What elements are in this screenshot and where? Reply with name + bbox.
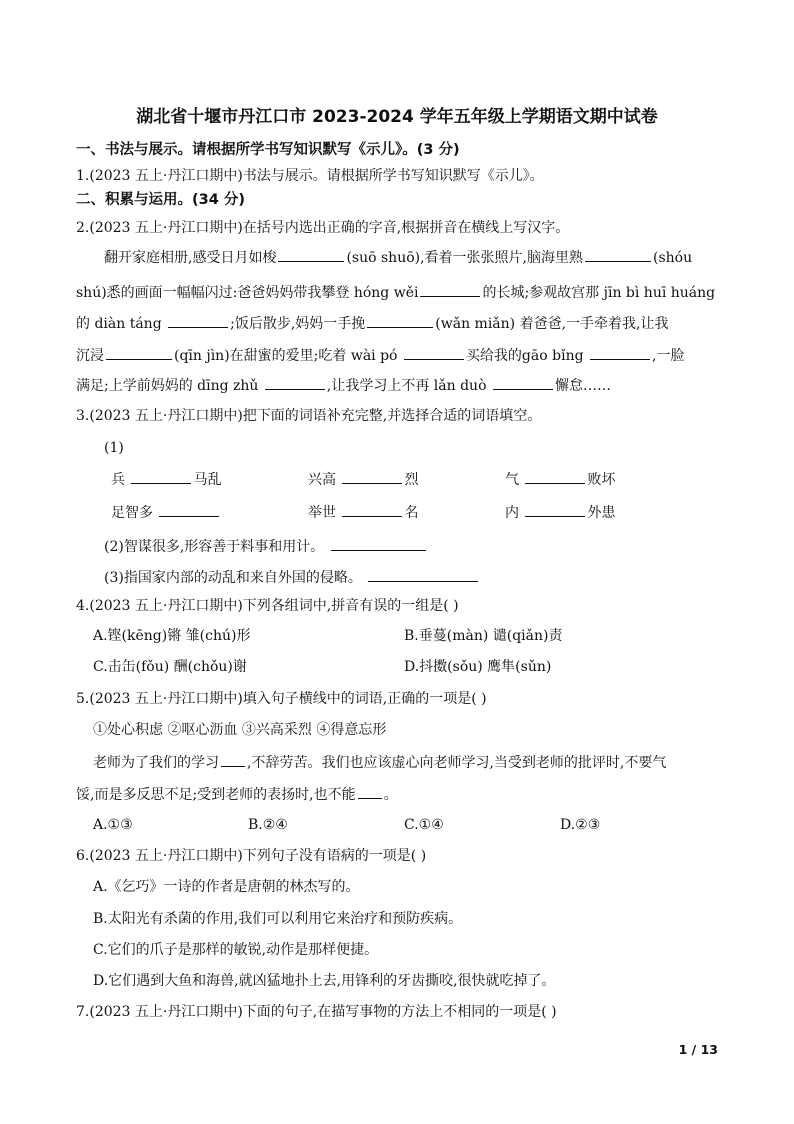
q5-option-a[interactable]: A.①③ xyxy=(93,817,133,833)
question-2-stem: 2.(2023 五上·丹江口期中)在括号内选出正确的字音,根据拼音在横线上写汉字。 xyxy=(76,220,570,236)
q6-option-c[interactable]: C.它们的爪子是那样的敏锐,动作是那样便捷。 xyxy=(93,942,379,958)
answer-blank[interactable] xyxy=(331,536,426,551)
answer-blank[interactable] xyxy=(525,469,585,484)
answer-blank[interactable] xyxy=(368,567,478,582)
q4-option-a[interactable]: A.铿(kēng)锵 雏(chú)形 xyxy=(93,628,251,644)
answer-blank[interactable] xyxy=(265,375,325,390)
exam-title: 湖北省十堰市丹江口市 2023-2024 学年五年级上学期语文期中试卷 xyxy=(136,107,658,127)
word-fill-3: 气 败坏 xyxy=(505,469,615,490)
answer-blank[interactable] xyxy=(221,752,245,767)
q6-option-b[interactable]: B.太阳光有杀菌的作用,我们可以利用它来治疗和预防疾病。 xyxy=(93,911,463,927)
q5-option-b[interactable]: B.②④ xyxy=(248,817,288,833)
q5-sentence-1: 老师为了我们的学习 ,不辞劳苦。我们也应该虚心向老师学习,当受到老师的批评时,不要气 xyxy=(93,752,718,773)
word-fill-4: 足智多 xyxy=(111,502,221,523)
answer-blank[interactable] xyxy=(493,375,553,390)
word-fill-6: 内 外患 xyxy=(505,502,615,523)
q2-text: (shóu xyxy=(653,250,693,266)
question-2-line-5 xyxy=(76,375,718,396)
q2-text: ,一脸 xyxy=(652,348,685,364)
answer-blank[interactable] xyxy=(159,502,219,517)
q4-option-b[interactable]: B.垂蔓(màn) 谴(qiǎn)责 xyxy=(404,628,563,644)
answer-blank[interactable] xyxy=(342,502,402,517)
question-2-line-4 xyxy=(76,345,718,366)
question-1: 1.(2023 五上·丹江口期中)书法与展示。请根据所学书写知识默写《示儿》。 xyxy=(76,168,544,184)
q2-text: 买给我的gāo bǐng xyxy=(465,348,584,364)
q2-text: 的 diàn táng xyxy=(76,316,162,332)
q6-option-d[interactable]: D.它们遇到大鱼和海兽,就凶猛地扑上去,用锋利的牙齿撕咬,很快就吃掉了。 xyxy=(93,973,556,989)
q5-sentence-2: 馁,而是多反思不足;受到老师的表扬时,也不能 。 xyxy=(76,784,718,805)
question-2-line-3 xyxy=(76,313,718,334)
q5-option-c[interactable]: C.①④ xyxy=(404,817,444,833)
word-fill-1: 兵 马乱 xyxy=(111,469,221,490)
q2-text: (wǎn miǎn) 着爸爸,一手牵着我,让我 xyxy=(435,316,669,332)
page-number: 1 / 13 xyxy=(678,1042,718,1057)
q4-option-d[interactable]: D.抖擞(sǒu) 鹰隼(sǔn) xyxy=(404,659,552,675)
section-heading-1: 一、书法与展示。请根据所学书写知识默写《示儿》。(3 分) xyxy=(76,142,460,158)
answer-blank[interactable] xyxy=(367,313,433,328)
question-3-part-3: (3)指国家内部的动乱和来自外国的侵略。 xyxy=(104,567,718,588)
q6-option-a[interactable]: A.《乞巧》一诗的作者是唐朝的林杰写的。 xyxy=(93,879,360,895)
question-2-line-1 xyxy=(104,247,722,268)
answer-blank[interactable] xyxy=(131,469,191,484)
answer-blank[interactable] xyxy=(358,784,382,799)
question-3-stem: 3.(2023 五上·丹江口期中)把下面的词语补充完整,并选择合适的词语填空。 xyxy=(76,408,542,424)
q2-text: shú)悉的画面一幅幅闪过:爸爸妈妈带我攀登 hóng wěi xyxy=(76,285,419,301)
section-heading-2: 二、积累与运用。(34 分) xyxy=(76,192,245,208)
answer-blank[interactable] xyxy=(168,313,228,328)
answer-blank[interactable] xyxy=(106,345,172,360)
answer-blank[interactable] xyxy=(278,247,344,262)
answer-blank[interactable] xyxy=(525,502,585,517)
q2-text: ;饭后散步,妈妈一手挽 xyxy=(230,316,366,332)
answer-blank[interactable] xyxy=(342,469,402,484)
q2-text: 翻开家庭相册,感受日月如梭 xyxy=(104,250,277,266)
answer-blank[interactable] xyxy=(590,345,650,360)
q5-word-choices: ①处心积虑 ②呕心沥血 ③兴高采烈 ④得意忘形 xyxy=(93,722,387,738)
word-fill-5: 举世 名 xyxy=(308,502,418,523)
question-5-stem: 5.(2023 五上·丹江口期中)填入句子横线中的词语,正确的一项是( ) xyxy=(76,691,487,707)
answer-blank[interactable] xyxy=(585,247,651,262)
q5-option-d[interactable]: D.②③ xyxy=(560,817,601,833)
question-4-stem: 4.(2023 五上·丹江口期中)下列各组词中,拼音有误的一组是( ) xyxy=(76,598,459,614)
question-3-part-2: (2)智谋很多,形容善于料事和用计。 xyxy=(104,536,718,557)
q2-text: (suō shuō),看着一张张照片,脑海里熟 xyxy=(346,250,584,266)
answer-blank[interactable] xyxy=(404,345,464,360)
question-2-line-2 xyxy=(76,282,718,303)
word-fill-2: 兴高 烈 xyxy=(308,469,418,490)
q2-text: 满足;上学前妈妈的 dīng zhǔ xyxy=(76,378,259,394)
q2-text: 沉浸 xyxy=(76,348,104,364)
q4-option-c[interactable]: C.击缶(fǒu) 酬(chǒu)谢 xyxy=(93,659,247,675)
question-6-stem: 6.(2023 五上·丹江口期中)下列句子没有语病的一项是( ) xyxy=(76,848,427,864)
q2-text: (qīn jìn)在甜蜜的爱里;吃着 wài pó xyxy=(174,348,398,364)
answer-blank[interactable] xyxy=(420,282,480,297)
q2-text: ,让我学习上不再 lǎn duò xyxy=(326,378,487,394)
question-7-stem: 7.(2023 五上·丹江口期中)下面的句子,在描写事物的方法上不相同的一项是( ) xyxy=(76,1004,557,1020)
q2-text: 懈怠…… xyxy=(554,378,611,394)
q2-text: 的长城;参观故宫那 jīn bì huī huáng xyxy=(482,285,716,301)
question-3-part-1: (1) xyxy=(104,440,124,456)
